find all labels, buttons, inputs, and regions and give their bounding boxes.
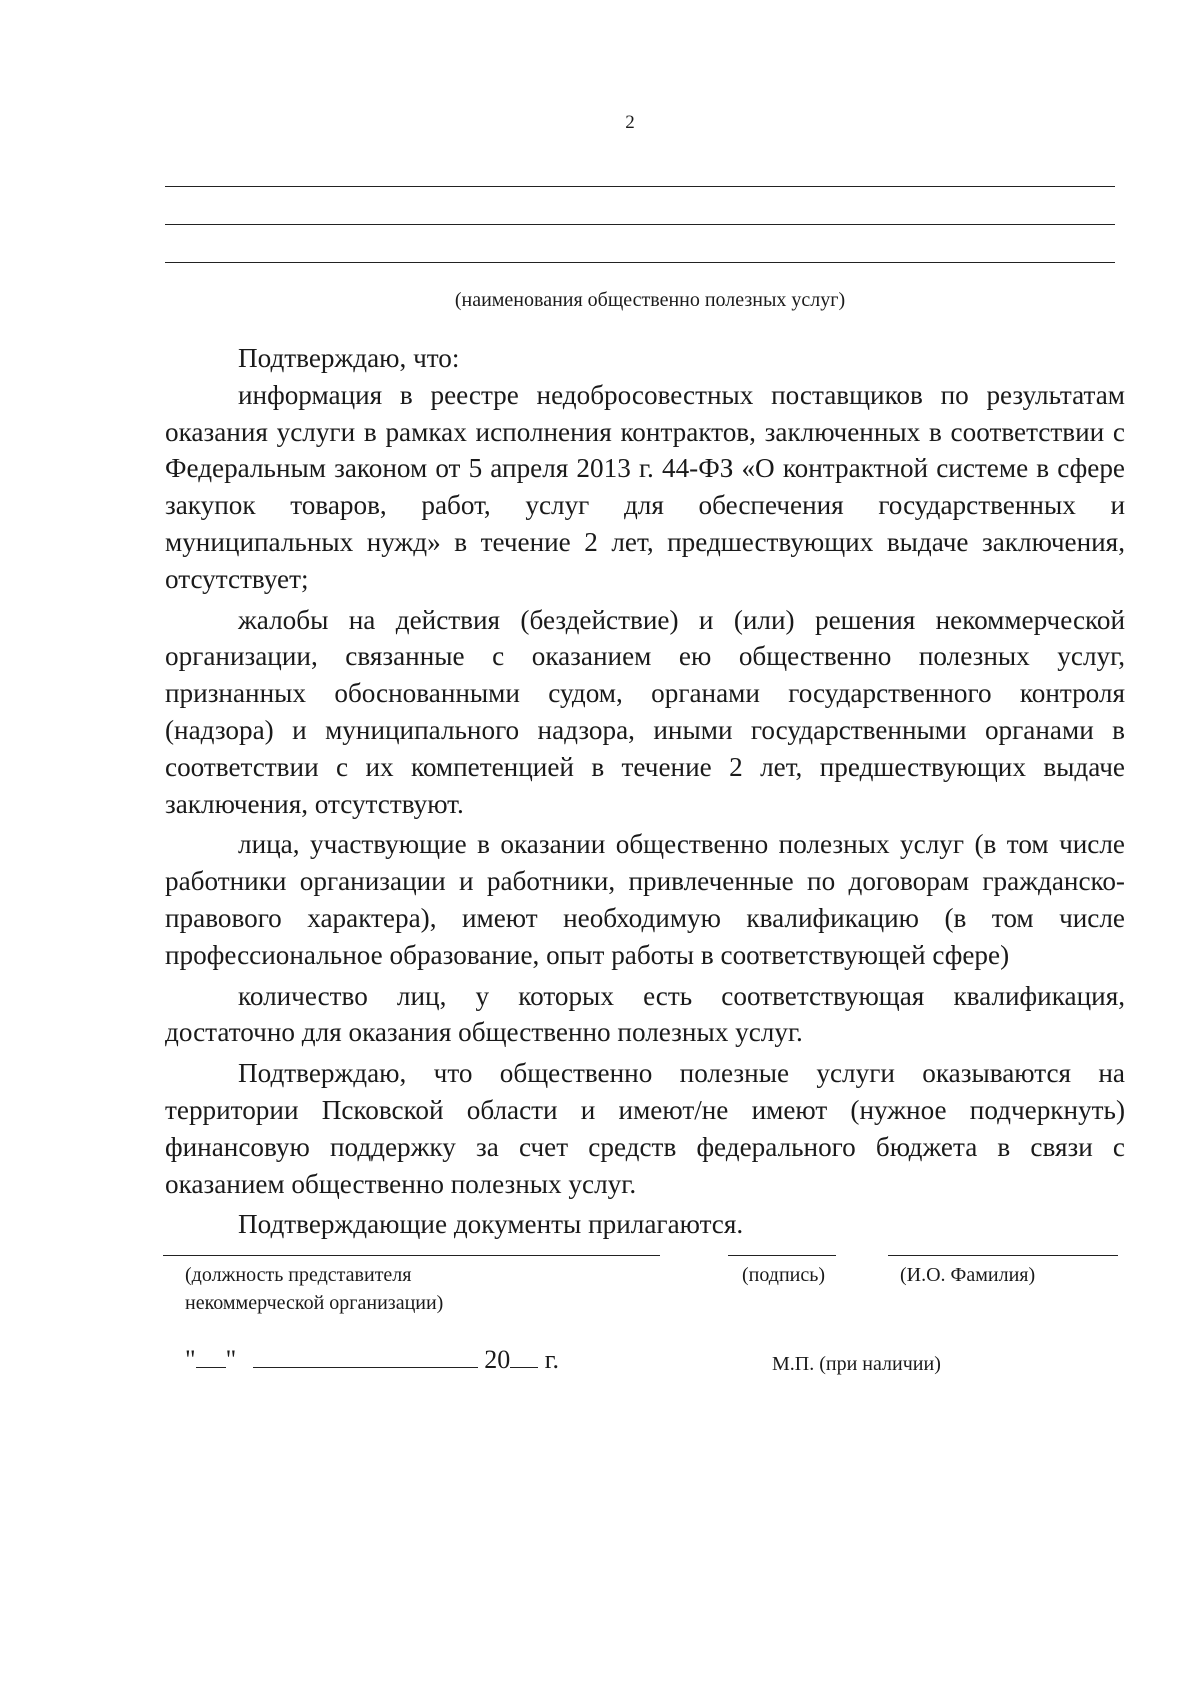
paragraph-territory: Подтверждаю, что общественно полезные услуги оказываются на территории Псковской области и имеют/не имеют (нужное подчеркнуть) финансовую поддержку за счет средств федерального бюджета в связи с оказанием общественно полезных услуг. [165, 1058, 1125, 1199]
services-caption: (наименования общественно полезных услуг) [454, 289, 846, 311]
date-year-prefix: 20 [484, 1345, 511, 1374]
position-caption [185, 1261, 443, 1317]
sign-caption: (подпись) [742, 1264, 826, 1286]
date-row [185, 1345, 559, 1375]
paragraph-attachments: Подтверждающие документы прилагаются. [238, 1209, 744, 1240]
page-number: 2 [625, 112, 635, 133]
paragraph-complaints: жалобы на действия (бездействие) и (или) решения некоммерческой организации, связанные с оказанием ею общественно полезных услуг, признанных обоснованными судом, органами государственного контроля (надзора) и муниципального надзора, иными государственными органами в соответствии с их компетенцией в течение 2 лет, предшествующих выдаче заключения, отсутствуют. [165, 604, 1125, 819]
paragraph-staff-count: количество лиц, у которых есть соответствующая квалификация, достаточно для оказания общественно полезных услуг. [165, 980, 1125, 1048]
body-text [165, 340, 1125, 1243]
name-signature-line [888, 1255, 1118, 1256]
stamp-note: М.П. (при наличии) [772, 1353, 941, 1375]
services-blank-line-1 [165, 186, 1115, 187]
date-day-blank [196, 1345, 226, 1368]
position-caption-line2: некоммерческой организации) [185, 1292, 444, 1314]
date-close-quote: " [225, 1345, 237, 1374]
date-year-blank [510, 1345, 538, 1368]
sign-signature-line [728, 1255, 836, 1256]
position-signature-line [163, 1255, 660, 1256]
services-blank-line-3 [165, 262, 1115, 263]
date-year-suffix: г. [544, 1345, 559, 1374]
paragraph-personnel: лица, участвующие в оказании общественно полезных услуг (в том числе работники организации и работники, привлеченные по договорам гражданско-правового характера), имеют необходимую квалификацию (в том числе профессиональное образование, опыт работы в соответствующей сфере) [165, 829, 1125, 970]
date-open-quote: " [185, 1345, 196, 1374]
paragraph-confirm-intro: Подтверждаю, что: [238, 343, 460, 373]
name-caption: (И.О. Фамилия) [900, 1264, 1036, 1286]
position-caption-line1: (должность представителя [185, 1264, 412, 1286]
date-month-blank [253, 1345, 478, 1368]
services-blank-line-2 [165, 224, 1115, 225]
paragraph-registry: информация в реестре недобросовестных поставщиков по результатам оказания услуги в рамках исполнения контрактов, заключенных в соответствии с Федеральным законом от 5 апреля 2013 г. 44-ФЗ «О контрактной системе в сфере закупок товаров, работ, услуг для обеспечения государственных и муниципальных нужд» в течение 2 лет, предшествующих выдаче заключения, отсутствует; [165, 379, 1125, 594]
